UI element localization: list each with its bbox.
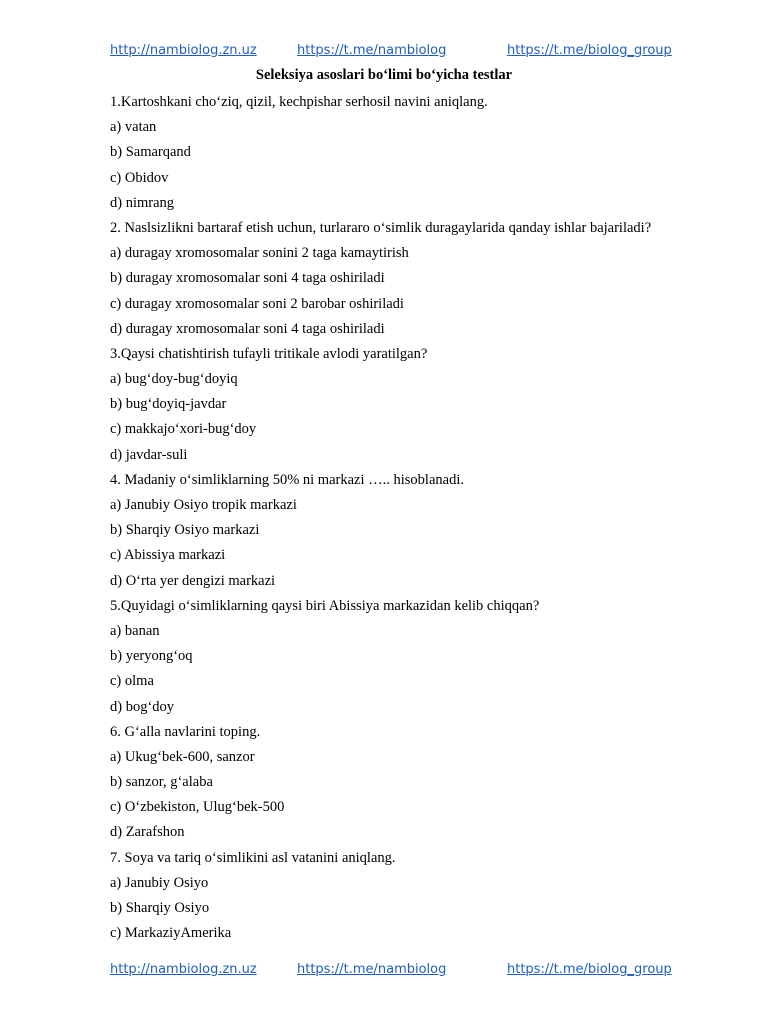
- answer-option: b) sanzor, g‘alaba: [110, 774, 213, 791]
- answer-option: c) Obidov: [110, 169, 169, 186]
- answer-option: d) javdar-suli: [110, 446, 188, 463]
- answer-option: c) O‘zbekiston, Ulug‘bek-500: [110, 799, 285, 816]
- answer-option: c) MarkaziyAmerika: [110, 925, 232, 942]
- footer-link-telegram-channel[interactable]: https://t.me/nambiolog: [297, 962, 447, 977]
- answer-option: c) duragay xromosomalar soni 2 barobar oshiriladi: [110, 295, 404, 312]
- answer-option: b) Sharqiy Osiyo markazi: [110, 522, 260, 539]
- header-links: [110, 43, 710, 63]
- header-link-telegram-channel[interactable]: https://t.me/nambiolog: [297, 43, 447, 58]
- footer-link-site[interactable]: http://nambiolog.zn.uz: [110, 962, 257, 977]
- answer-option: b) duragay xromosomalar soni 4 taga oshiriladi: [110, 270, 385, 287]
- question-text: 4. Madaniy o‘simliklarning 50% ni markazi ….. hisoblanadi.: [110, 471, 464, 488]
- header-link-telegram-group[interactable]: https://t.me/biolog_group: [507, 43, 672, 58]
- question-text: 5.Quyidagi o‘simliklarning qaysi biri Abissiya markazidan kelib chiqqan?: [110, 597, 540, 614]
- answer-option: b) yeryong‘oq: [110, 648, 193, 665]
- question-text: 7. Soya va tariq o‘simlikini asl vatanini aniqlang.: [110, 849, 396, 866]
- answer-option: c) Abissiya markazi: [110, 547, 226, 564]
- answer-option: a) banan: [110, 622, 160, 639]
- footer-links: [110, 962, 710, 982]
- footer-link-telegram-group[interactable]: https://t.me/biolog_group: [507, 962, 672, 977]
- answer-option: d) duragay xromosomalar soni 4 taga oshiriladi: [110, 320, 385, 337]
- answer-option: a) vatan: [110, 119, 157, 136]
- answer-option: b) bug‘doyiq-javdar: [110, 396, 227, 413]
- answer-option: b) Sharqiy Osiyo: [110, 900, 210, 916]
- question-text: 6. G‘alla navlarini toping.: [110, 723, 261, 740]
- answer-option: c) olma: [110, 673, 154, 690]
- answer-option: a) bug‘doy-bug‘doyiq: [110, 371, 238, 388]
- answer-option: c) makkajo‘xori-bug‘doy: [110, 421, 257, 438]
- answer-option: a) Janubiy Osiyo: [110, 874, 209, 891]
- answer-option: a) Janubiy Osiyo tropik markazi: [110, 497, 297, 513]
- header-link-site[interactable]: http://nambiolog.zn.uz: [110, 43, 257, 58]
- question-text: 3.Qaysi chatishtirish tufayli tritikale avlodi yaratilgan?: [110, 345, 428, 362]
- test-questions: [110, 92, 710, 948]
- answer-option: a) Ukug‘bek-600, sanzor: [110, 748, 255, 765]
- answer-option: d) Zarafshon: [110, 824, 185, 841]
- question-text: 1.Kartoshkani cho‘ziq, qizil, kechpishar serhosil navini aniqlang.: [110, 94, 488, 110]
- answer-option: d) O‘rta yer dengizi markazi: [110, 572, 276, 589]
- answer-option: b) Samarqand: [110, 144, 191, 161]
- answer-option: d) nimrang: [110, 194, 175, 211]
- document-title: Seleksiya asoslari bo‘limi bo‘yicha testlar: [255, 67, 513, 83]
- answer-option: a) duragay xromosomalar sonini 2 taga kamaytirish: [110, 245, 409, 262]
- question-text: 2. Naslsizlikni bartaraf etish uchun, turlararo o‘simlik duragaylarida qanday ishlar bajariladi?: [110, 219, 652, 236]
- answer-option: d) bog‘doy: [110, 698, 175, 715]
